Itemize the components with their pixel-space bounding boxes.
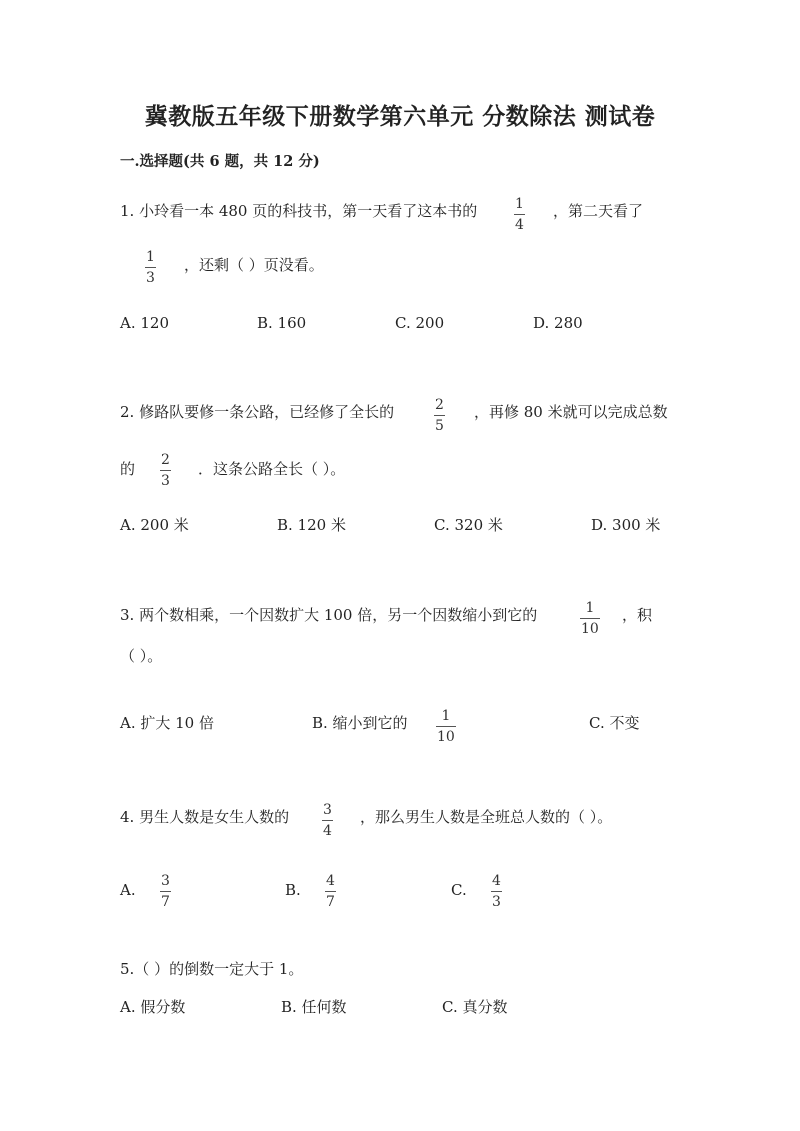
question-2-text-b: ，再修 80 米就可以完成总数 (474, 403, 668, 421)
question-5-option-b[interactable]: B. 任何数 (281, 998, 347, 1016)
question-2-option-d[interactable]: D. 300 米 (591, 516, 661, 534)
question-4-text-b: ，那么男生人数是全班总人数的（ ）。 (360, 808, 613, 826)
fraction-bar (491, 891, 502, 892)
question-3-fraction-1 (580, 601, 600, 637)
fraction-denominator: 7 (161, 894, 170, 910)
fraction-denominator: 3 (161, 473, 170, 489)
question-3-option-b-fraction (436, 709, 456, 745)
question-4-option-c-fraction (491, 874, 502, 910)
fraction-numerator: 1 (585, 600, 595, 616)
question-1-option-a[interactable]: A. 120 (120, 314, 169, 332)
question-2-fraction-2 (160, 453, 171, 489)
question-1-option-d[interactable]: D. 280 (533, 314, 583, 332)
fraction-numerator: 1 (441, 708, 451, 724)
question-4-option-a-fraction (160, 874, 171, 910)
question-3-option-a[interactable]: A. 扩大 10 倍 (120, 714, 214, 732)
fraction-bar (325, 891, 336, 892)
fraction-bar (160, 891, 171, 892)
question-1-option-c[interactable]: C. 200 (395, 314, 445, 332)
fraction-denominator: 5 (435, 418, 444, 434)
fraction-numerator: 3 (161, 873, 170, 889)
fraction-bar (436, 726, 456, 727)
page-title: 冀教版五年级下册数学第六单元 分数除法 测试卷 (144, 103, 656, 130)
fraction-bar (145, 267, 156, 268)
fraction-denominator: 10 (581, 621, 599, 637)
question-2-option-a[interactable]: A. 200 米 (120, 516, 189, 534)
fraction-denominator: 10 (437, 729, 455, 745)
question-2-option-c[interactable]: C. 320 米 (434, 516, 503, 534)
fraction-numerator: 2 (435, 397, 444, 413)
question-4-text-a: 4. 男生人数是女生人数的 (120, 808, 290, 826)
fraction-bar (580, 618, 600, 619)
question-1-text-a: 1. 小玲看一本 480 页的科技书，第一天看了这本书的 (120, 202, 478, 220)
question-4-option-b-fraction (325, 874, 336, 910)
question-4-option-c[interactable]: C. (451, 881, 467, 899)
fraction-denominator: 4 (515, 217, 524, 233)
question-3-text-c: （ ）。 (120, 647, 163, 665)
fraction-bar (322, 820, 333, 821)
question-4-option-a[interactable]: A. (120, 881, 136, 899)
question-1-text-c: ，还剩（ ）页没看。 (184, 256, 324, 274)
fraction-bar (434, 415, 445, 416)
question-2-text-c: 的 (120, 460, 136, 478)
fraction-denominator: 4 (323, 823, 332, 839)
fraction-numerator: 3 (323, 802, 332, 818)
question-5-option-a[interactable]: A. 假分数 (120, 998, 186, 1016)
fraction-numerator: 1 (146, 249, 155, 265)
question-1-fraction-1 (514, 197, 525, 233)
fraction-numerator: 2 (161, 452, 170, 468)
question-2-text-a: 2. 修路队要修一条公路，已经修了全长的 (120, 403, 395, 421)
question-4-option-b[interactable]: B. (285, 881, 301, 899)
fraction-denominator: 3 (492, 894, 501, 910)
fraction-numerator: 1 (515, 196, 524, 212)
fraction-numerator: 4 (326, 873, 335, 889)
question-3-option-b[interactable]: B. 缩小到它的 (312, 714, 408, 732)
question-2-option-b[interactable]: B. 120 米 (277, 516, 346, 534)
fraction-bar (160, 470, 171, 471)
question-3-text-a: 3. 两个数相乘，一个因数扩大 100 倍，另一个因数缩小到它的 (120, 606, 538, 624)
question-5-option-c[interactable]: C. 真分数 (442, 998, 508, 1016)
question-3-option-c[interactable]: C. 不变 (589, 714, 640, 732)
question-5-text: 5.（ ）的倒数一定大于 1。 (120, 960, 304, 978)
question-1-text-b: ，第二天看了 (553, 202, 644, 220)
question-4-fraction-1 (322, 803, 333, 839)
question-2-fraction-1 (434, 398, 445, 434)
question-1-option-b[interactable]: B. 160 (257, 314, 307, 332)
question-2-text-d: ．这条公路全长（ ）。 (198, 460, 346, 478)
fraction-numerator: 4 (492, 873, 501, 889)
question-3-text-b: ，积 (622, 606, 653, 624)
fraction-bar (514, 214, 525, 215)
question-1-fraction-2 (145, 250, 156, 286)
fraction-denominator: 7 (326, 894, 335, 910)
section-heading: 一.选择题(共 6 题，共 12 分) (120, 153, 320, 170)
fraction-denominator: 3 (146, 270, 155, 286)
